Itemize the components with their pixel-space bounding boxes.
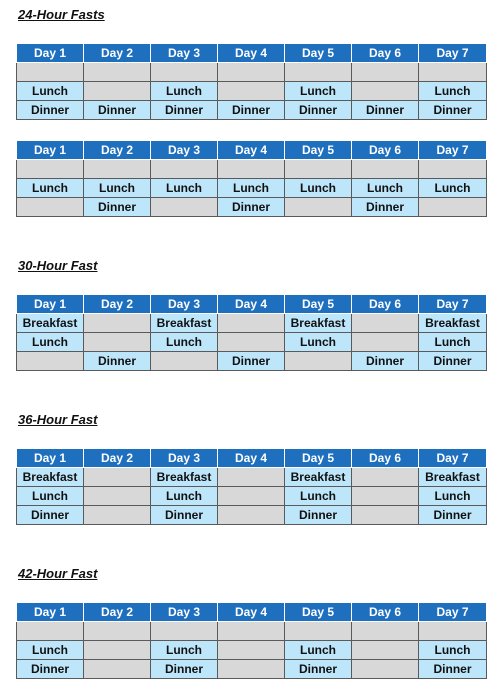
meal-cell: Dinner: [84, 198, 151, 217]
meal-cell: [352, 660, 419, 679]
meal-cell: [84, 333, 151, 352]
day-header: Day 5: [285, 295, 352, 314]
day-header: Day 3: [151, 295, 218, 314]
meal-cell: Lunch: [352, 179, 419, 198]
day-header: Day 5: [285, 44, 352, 63]
meal-cell: [285, 198, 352, 217]
day-header: Day 1: [17, 44, 84, 63]
day-header: Day 2: [84, 449, 151, 468]
meal-cell: Lunch: [17, 641, 84, 660]
meal-cell: Lunch: [419, 333, 487, 352]
meal-cell: [352, 506, 419, 525]
meal-cell: [218, 63, 285, 82]
meal-cell: [218, 468, 285, 487]
table-row: [17, 352, 487, 371]
meal-cell: Lunch: [151, 641, 218, 660]
meal-cell: [84, 63, 151, 82]
meal-cell: Lunch: [419, 487, 487, 506]
meal-cell: Dinner: [285, 506, 352, 525]
day-header: Day 3: [151, 44, 218, 63]
schedule-table-30-hour: [16, 294, 487, 371]
day-header: Day 6: [352, 141, 419, 160]
meal-cell: Lunch: [151, 333, 218, 352]
meal-cell: Breakfast: [419, 468, 487, 487]
day-header: Day 4: [218, 295, 285, 314]
meal-cell: [84, 506, 151, 525]
meal-cell: [84, 314, 151, 333]
day-header: Day 1: [17, 295, 84, 314]
meal-cell: Dinner: [218, 198, 285, 217]
meal-cell: Lunch: [285, 82, 352, 101]
meal-cell: [419, 160, 487, 179]
meal-cell: [285, 352, 352, 371]
meal-cell: Dinner: [151, 660, 218, 679]
table-row: [17, 468, 487, 487]
meal-cell: Lunch: [17, 333, 84, 352]
day-header: Day 4: [218, 449, 285, 468]
meal-cell: [218, 333, 285, 352]
meal-cell: Lunch: [285, 333, 352, 352]
section-title-30-hour: 30-Hour Fast: [18, 258, 98, 273]
meal-cell: Dinner: [419, 352, 487, 371]
table-row: [17, 82, 487, 101]
meal-cell: [352, 63, 419, 82]
meal-cell: Dinner: [285, 101, 352, 120]
day-header: Day 5: [285, 603, 352, 622]
meal-cell: Dinner: [285, 660, 352, 679]
meal-cell: Dinner: [17, 101, 84, 120]
meal-cell: Dinner: [218, 352, 285, 371]
day-header: Day 1: [17, 603, 84, 622]
meal-cell: Breakfast: [285, 314, 352, 333]
meal-cell: Lunch: [84, 179, 151, 198]
day-header: Day 3: [151, 449, 218, 468]
meal-cell: Breakfast: [285, 468, 352, 487]
meal-cell: [151, 160, 218, 179]
day-header: Day 7: [419, 449, 487, 468]
table-row: [17, 333, 487, 352]
meal-cell: Lunch: [17, 82, 84, 101]
meal-cell: [84, 487, 151, 506]
meal-cell: [285, 622, 352, 641]
meal-cell: [419, 63, 487, 82]
meal-cell: [352, 468, 419, 487]
table-row: [17, 179, 487, 198]
schedule-table-42-hour: [16, 602, 487, 679]
meal-cell: Lunch: [151, 179, 218, 198]
section-title-24-hour: 24-Hour Fasts: [18, 7, 105, 22]
meal-cell: [151, 63, 218, 82]
meal-cell: [218, 622, 285, 641]
table-row: [17, 660, 487, 679]
meal-cell: Dinner: [419, 101, 487, 120]
section-title-36-hour: 36-Hour Fast: [18, 412, 98, 427]
day-header: Day 4: [218, 141, 285, 160]
meal-cell: [84, 641, 151, 660]
table-row: [17, 506, 487, 525]
meal-cell: [218, 82, 285, 101]
day-header: Day 6: [352, 295, 419, 314]
table-header-row: [17, 295, 487, 314]
table-row: [17, 198, 487, 217]
day-header: Day 6: [352, 449, 419, 468]
meal-cell: [17, 352, 84, 371]
day-header: Day 3: [151, 141, 218, 160]
day-header: Day 7: [419, 603, 487, 622]
table-header-row: [17, 141, 487, 160]
day-header: Day 2: [84, 44, 151, 63]
table-row: [17, 622, 487, 641]
meal-cell: Dinner: [419, 660, 487, 679]
meal-cell: [151, 352, 218, 371]
day-header: Day 2: [84, 141, 151, 160]
table-header-row: [17, 603, 487, 622]
meal-cell: [218, 314, 285, 333]
day-header: Day 1: [17, 449, 84, 468]
meal-cell: Dinner: [352, 198, 419, 217]
meal-cell: Lunch: [419, 82, 487, 101]
meal-cell: [218, 160, 285, 179]
day-header: Day 6: [352, 44, 419, 63]
meal-cell: [352, 622, 419, 641]
day-header: Day 5: [285, 449, 352, 468]
table-header-row: [17, 449, 487, 468]
day-header: Day 7: [419, 44, 487, 63]
meal-cell: [352, 333, 419, 352]
meal-cell: Lunch: [419, 641, 487, 660]
meal-cell: Dinner: [151, 506, 218, 525]
meal-cell: [84, 82, 151, 101]
meal-cell: [352, 641, 419, 660]
meal-cell: Breakfast: [151, 468, 218, 487]
meal-cell: [285, 160, 352, 179]
table-row: [17, 314, 487, 333]
day-header: Day 7: [419, 295, 487, 314]
meal-cell: [151, 622, 218, 641]
meal-cell: Dinner: [352, 352, 419, 371]
table-row: [17, 63, 487, 82]
day-header: Day 6: [352, 603, 419, 622]
meal-cell: Lunch: [285, 641, 352, 660]
day-header: Day 5: [285, 141, 352, 160]
day-header: Day 2: [84, 603, 151, 622]
meal-cell: Breakfast: [151, 314, 218, 333]
meal-cell: [84, 160, 151, 179]
meal-cell: Lunch: [218, 179, 285, 198]
meal-cell: Lunch: [151, 82, 218, 101]
meal-cell: Dinner: [218, 101, 285, 120]
day-header: Day 4: [218, 603, 285, 622]
meal-cell: [218, 660, 285, 679]
day-header: Day 1: [17, 141, 84, 160]
meal-cell: Lunch: [17, 179, 84, 198]
meal-cell: Lunch: [285, 487, 352, 506]
meal-cell: [84, 660, 151, 679]
table-row: [17, 487, 487, 506]
meal-cell: [84, 468, 151, 487]
meal-cell: [218, 641, 285, 660]
day-header: Day 3: [151, 603, 218, 622]
meal-cell: [352, 82, 419, 101]
day-header: Day 7: [419, 141, 487, 160]
day-header: Day 2: [84, 295, 151, 314]
meal-cell: Lunch: [419, 179, 487, 198]
meal-cell: Dinner: [419, 506, 487, 525]
schedule-table-36-hour: [16, 448, 487, 525]
table-row: [17, 101, 487, 120]
meal-cell: Lunch: [151, 487, 218, 506]
meal-cell: [218, 487, 285, 506]
meal-cell: [17, 622, 84, 641]
meal-cell: [352, 160, 419, 179]
meal-cell: [352, 487, 419, 506]
meal-cell: [17, 198, 84, 217]
meal-cell: Lunch: [285, 179, 352, 198]
meal-cell: [419, 622, 487, 641]
day-header: Day 4: [218, 44, 285, 63]
meal-cell: [218, 506, 285, 525]
meal-cell: Breakfast: [17, 314, 84, 333]
meal-cell: Dinner: [352, 101, 419, 120]
meal-cell: Breakfast: [419, 314, 487, 333]
meal-cell: Dinner: [84, 352, 151, 371]
meal-cell: [419, 198, 487, 217]
meal-cell: Dinner: [84, 101, 151, 120]
meal-cell: Dinner: [17, 506, 84, 525]
meal-cell: [352, 314, 419, 333]
section-title-42-hour: 42-Hour Fast: [18, 566, 98, 581]
meal-cell: Lunch: [17, 487, 84, 506]
meal-cell: [151, 198, 218, 217]
meal-cell: [17, 160, 84, 179]
schedule-table-24-hour-a: [16, 43, 487, 120]
table-row: [17, 641, 487, 660]
table-row: [17, 160, 487, 179]
meal-cell: [285, 63, 352, 82]
schedule-table-24-hour-b: [16, 140, 487, 217]
meal-cell: Dinner: [17, 660, 84, 679]
meal-cell: [84, 622, 151, 641]
meal-cell: Breakfast: [17, 468, 84, 487]
meal-cell: Dinner: [151, 101, 218, 120]
table-header-row: [17, 44, 487, 63]
meal-cell: [17, 63, 84, 82]
